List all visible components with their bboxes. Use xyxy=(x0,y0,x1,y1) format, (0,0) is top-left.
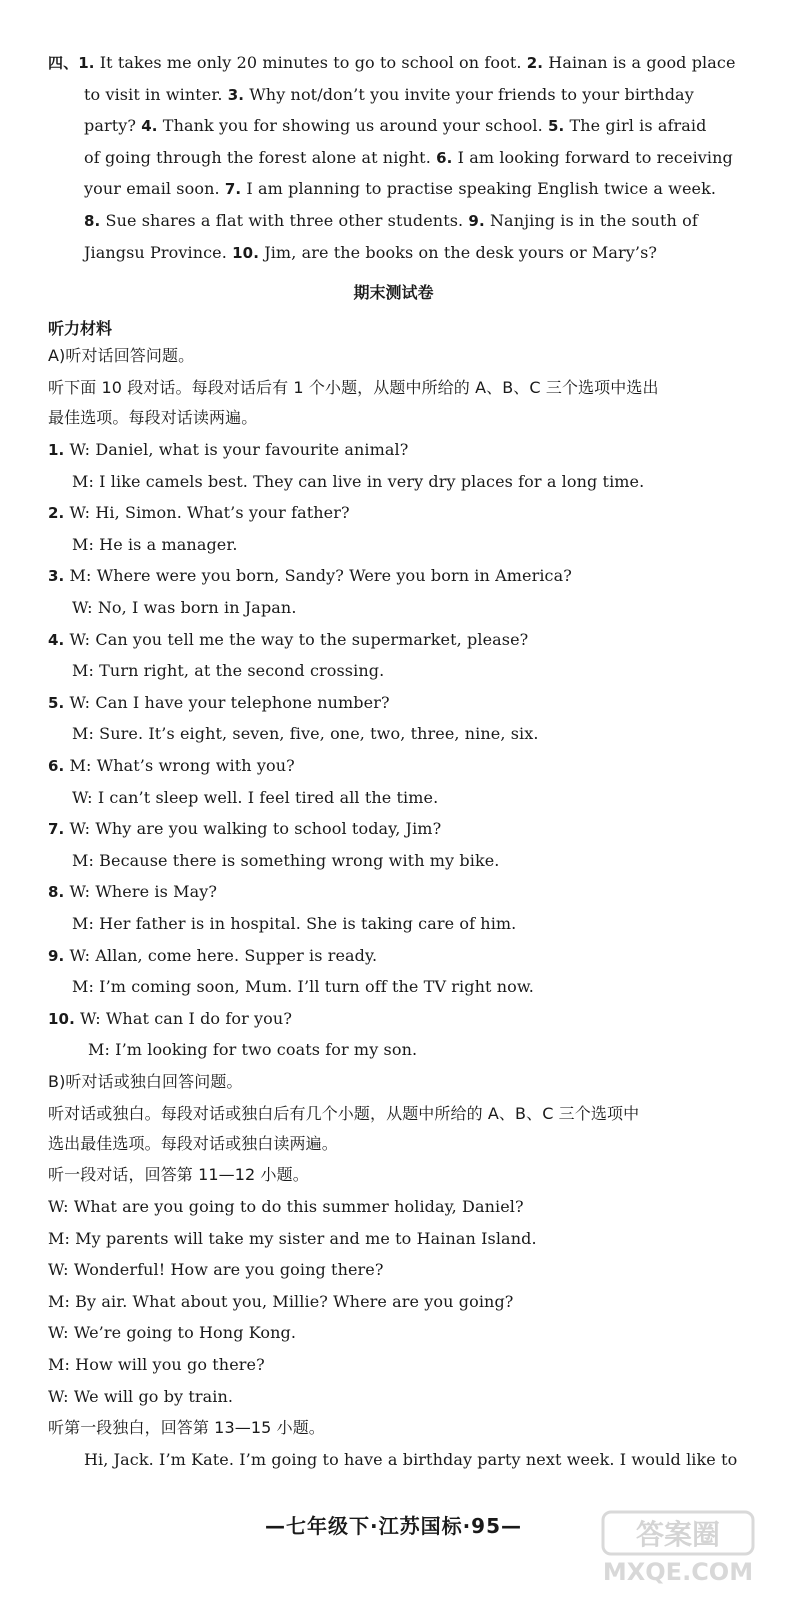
part-a-title: A)听对话回答问题。 xyxy=(48,346,195,365)
monologue-intro: 听第一段独白，回答第 13—15 小题。 xyxy=(48,1418,325,1438)
dialogue-line xyxy=(48,1008,748,1030)
item-number: 3. xyxy=(48,567,65,586)
answer-text: Why not/don’t you invite your friends to your birthday xyxy=(244,85,694,104)
dialogue-line xyxy=(72,723,772,745)
item-number: 4. xyxy=(141,117,158,135)
answer-text: I am planning to practise speaking English twice a week. xyxy=(241,179,717,198)
dialogue-line xyxy=(72,534,772,556)
part-b-instructions: 听对话或独白。每段对话或独白后有几个小题，从题中所给的 A、B、C 三个选项中 xyxy=(48,1104,640,1123)
page-footer: —七年级下·江苏国标·95— xyxy=(264,1514,523,1538)
part-b-title: B)听对话或独白回答问题。 xyxy=(48,1072,243,1091)
dialogue-line xyxy=(72,850,772,872)
dialogue-text: M: I like camels best. They can live in very dry places for a long time. xyxy=(72,471,645,491)
item-number: 4. xyxy=(48,630,65,649)
dialogue-text: M: Where were you born, Sandy? Were you born in America? xyxy=(64,566,572,586)
item-number: 1. xyxy=(48,441,65,459)
answer-text: Sue shares a flat with three other students. xyxy=(100,211,469,230)
dialogue-line: W: We will go by train. xyxy=(48,1386,234,1406)
part-b-instructions: 选出最佳选项。每段对话或独白读两遍。 xyxy=(48,1134,338,1153)
dialogue-text: W: Why are you walking to school today, Jim? xyxy=(64,819,442,839)
answer-text: Thank you for showing us around your school. xyxy=(157,116,548,135)
item-number: 7. xyxy=(48,820,65,839)
answer-line xyxy=(84,242,784,264)
dialogue-line xyxy=(48,565,748,587)
answer-text: Jim, are the books on the desk yours or Mary’s? xyxy=(259,243,658,262)
dialogue-line xyxy=(72,660,772,682)
dialogue-text: W: I can’t sleep well. I feel tired all the time. xyxy=(72,787,439,807)
dialogue-line xyxy=(72,597,772,619)
dialogue-text: M: Because there is something wrong with my bike. xyxy=(72,850,500,870)
svg-text:MXQE.COM: MXQE.COM xyxy=(602,1558,754,1586)
dialogue-text: M: What’s wrong with you? xyxy=(64,756,295,775)
dialogue-line: W: We’re going to Hong Kong. xyxy=(48,1323,297,1343)
item-number: 10. xyxy=(232,244,260,262)
item-number: 9. xyxy=(468,212,485,230)
svg-text:答案圈: 答案圈 xyxy=(635,1518,721,1551)
answer-text: your email soon. xyxy=(84,179,225,198)
item-number: 1. xyxy=(78,54,95,72)
watermark-logo xyxy=(583,1508,773,1588)
exam-title: 期末测试卷 xyxy=(353,283,434,302)
dialogue-line xyxy=(48,945,748,967)
item-number: 5. xyxy=(547,117,565,135)
dialogue-text: W: No, I was born in Japan. xyxy=(72,598,297,617)
item-number: 7. xyxy=(224,180,242,198)
item-number: 10. xyxy=(48,1009,75,1028)
dialogue-text: M: Sure. It’s eight, seven, five, one, two, three, nine, six. xyxy=(72,724,539,744)
item-number: 2. xyxy=(48,504,65,523)
answer-line xyxy=(84,147,784,169)
answer-text: of going through the forest alone at night. xyxy=(84,148,437,167)
dialogue-line: M: By air. What about you, Millie? Where are you going? xyxy=(48,1291,514,1311)
item-number: 6. xyxy=(436,149,453,167)
dialogue-text: M: I’m looking for two coats for my son. xyxy=(88,1040,418,1060)
answer-text: I am looking forward to receiving xyxy=(452,148,733,167)
dialogue-line xyxy=(48,629,748,651)
answer-text: It takes me only 20 minutes to go to school on foot. xyxy=(94,53,527,72)
dialogue-line xyxy=(48,755,748,777)
dialogue-line xyxy=(48,881,748,903)
answer-line xyxy=(48,52,748,74)
answer-text: to visit in winter. xyxy=(84,85,228,104)
answer-text: Nanjing is in the south of xyxy=(484,211,698,230)
dialogue-line xyxy=(72,471,772,493)
dialogue-text: W: Where is May? xyxy=(64,882,218,902)
item-number: 8. xyxy=(48,883,65,902)
dialogue-line xyxy=(48,439,748,461)
dialogue-line xyxy=(72,913,772,935)
dialogue-line: M: My parents will take my sister and me to Hainan Island. xyxy=(48,1228,537,1248)
listening-title: 听力材料 xyxy=(48,319,113,338)
dialogue-text: W: Allan, come here. Supper is ready. xyxy=(64,945,378,965)
monologue-text: Hi, Jack. I’m Kate. I’m going to have a birthday party next week. I would like to xyxy=(84,1450,738,1470)
answer-text: Hainan is a good place xyxy=(543,53,736,72)
item-number: 8. xyxy=(84,212,101,230)
part-a-instructions: 听下面 10 段对话。每段对话后有 1 个小题，从题中所给的 A、B、C 三个选项中选出 xyxy=(48,378,659,397)
answer-line xyxy=(84,210,784,232)
answer-text: The girl is afraid xyxy=(564,116,707,135)
dialogue-text: W: Can you tell me the way to the supermarket, please? xyxy=(64,629,529,649)
answer-text: party? xyxy=(84,116,142,135)
item-number: 9. xyxy=(48,946,65,965)
item-number: 6. xyxy=(48,757,65,775)
dialogue-line xyxy=(48,818,748,840)
dialogue-intro: 听一段对话，回答第 11—12 小题。 xyxy=(48,1165,309,1184)
item-number: 3. xyxy=(227,86,245,104)
dialogue-text: M: Her father is in hospital. She is taking care of him. xyxy=(72,914,517,933)
answer-text: Jiangsu Province. xyxy=(84,243,233,262)
dialogue-text: W: Daniel, what is your favourite animal? xyxy=(64,440,409,459)
dialogue-text: W: Can I have your telephone number? xyxy=(64,692,390,712)
answer-line xyxy=(84,84,784,106)
dialogue-line xyxy=(72,787,772,809)
item-number: 2. xyxy=(526,54,544,72)
dialogue-text: W: Hi, Simon. What’s your father? xyxy=(64,503,350,523)
dialogue-line: W: Wonderful! How are you going there? xyxy=(48,1260,384,1280)
dialogue-line: W: What are you going to do this summer holiday, Daniel? xyxy=(48,1197,524,1216)
dialogue-text: M: He is a manager. xyxy=(72,534,238,554)
dialogue-text: M: I’m coming soon, Mum. I’ll turn off the TV right now. xyxy=(72,977,534,997)
dialogue-line xyxy=(88,1039,787,1061)
item-number: 5. xyxy=(48,693,65,712)
dialogue-text: W: What can I do for you? xyxy=(74,1008,292,1028)
dialogue-line: M: How will you go there? xyxy=(48,1355,265,1374)
answer-line xyxy=(84,178,784,200)
answer-line xyxy=(84,115,784,137)
dialogue-line xyxy=(48,692,748,714)
dialogue-line xyxy=(72,976,772,998)
part-a-instructions: 最佳选项。每段对话读两遍。 xyxy=(48,408,258,427)
dialogue-text: M: Turn right, at the second crossing. xyxy=(72,661,385,681)
section-number: 四、 xyxy=(48,54,79,72)
dialogue-line xyxy=(48,502,748,524)
